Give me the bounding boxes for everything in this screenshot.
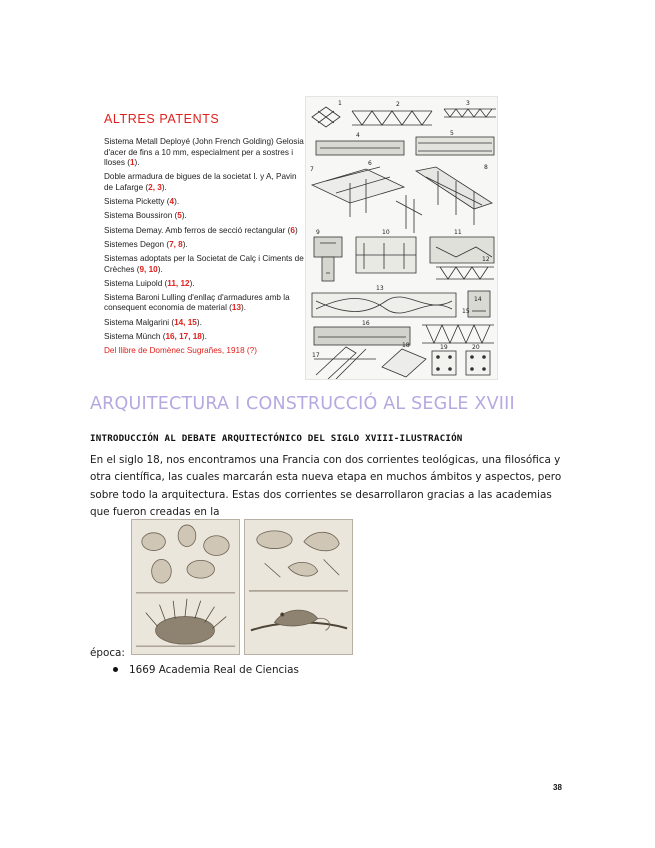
patent-item-text: Sistema Münch ( xyxy=(104,331,166,341)
patent-figure-numbers: 7, 8 xyxy=(169,239,183,249)
patent-figure-numbers: 9, 10 xyxy=(139,264,158,274)
patent-figure-numbers: 5 xyxy=(177,211,182,221)
reinforcement-systems-drawing xyxy=(305,96,498,380)
patent-item-text: Sistema Baroni Lulling d'enllaç d'armadures amb la consequent economia de material ( xyxy=(104,292,290,313)
patent-item-text: Sistema Luipold ( xyxy=(104,278,168,288)
drawing-label: 15 xyxy=(462,308,470,315)
bullet-text: 1669 Academia Real de Ciencias xyxy=(129,664,299,676)
patent-item-close: ). xyxy=(174,197,180,207)
patent-figure-numbers: 2, 3 xyxy=(148,182,162,192)
patent-item-close: ). xyxy=(241,303,247,313)
drawing-label: 4 xyxy=(356,132,360,139)
patent-item-close: ). xyxy=(161,182,167,192)
patent-item-close: ). xyxy=(181,211,187,221)
drawing-label: 9 xyxy=(316,229,320,236)
drawing-label: 1 xyxy=(338,100,342,107)
patent-item xyxy=(104,254,304,275)
patents-source: Del llibre de Domènec Sugrañes, 1918 (?) xyxy=(104,346,257,356)
patent-figure-numbers: 11, 12 xyxy=(167,278,190,288)
patent-item-close: ) xyxy=(294,225,298,235)
patent-item xyxy=(104,226,304,237)
plate-chameleon xyxy=(244,519,353,655)
section-subtitle: INTRODUCCIÓN AL DEBATE ARQUITECTÓNICO DEL SIGLO XVIII-ILUSTRACIÓN xyxy=(90,433,463,444)
drawing-label: 11 xyxy=(454,229,462,236)
patent-item-text: Sistemas adoptats per la Societat de Calç i Ciments de Crèches ( xyxy=(104,253,304,274)
patents-title: ALTRES PATENTS xyxy=(104,112,220,126)
patent-item-close: ). xyxy=(182,239,188,249)
drawing-label: 10 xyxy=(382,229,390,236)
patent-item-text: Sistema Boussiron ( xyxy=(104,211,178,221)
drawing-label: 14 xyxy=(474,296,482,303)
patent-item-close: ). xyxy=(134,158,140,168)
section-title: ARQUITECTURA I CONSTRUCCIÓ AL SEGLE XVIII xyxy=(90,394,515,414)
drawing-label: 20 xyxy=(472,344,480,351)
patent-item xyxy=(104,318,304,329)
patent-item xyxy=(104,197,304,208)
patent-item xyxy=(104,240,304,251)
bullet-list-item xyxy=(113,664,299,676)
patent-item-text: Doble armadura de bigues de la societat I. y A, Pavin de Lafarge ( xyxy=(104,172,297,192)
patent-figure-numbers: 4 xyxy=(169,197,175,207)
patents-panel xyxy=(104,112,304,355)
drawing-label: 18 xyxy=(402,342,410,349)
patent-item-close: ). xyxy=(201,331,207,341)
drawing-label: 13 xyxy=(376,285,384,292)
page-number: 38 xyxy=(553,783,562,792)
epoca-text: época: xyxy=(90,647,125,659)
plate-porcupine xyxy=(131,519,240,655)
bullet-icon xyxy=(113,667,118,672)
patent-item-close: ). xyxy=(157,264,163,274)
drawing-label: 12 xyxy=(482,256,490,263)
patent-item xyxy=(104,279,304,290)
patent-figure-numbers: 16, 17, 18 xyxy=(165,331,202,341)
patent-item xyxy=(104,293,304,314)
drawing-label: 7 xyxy=(310,166,314,173)
drawing-label: 17 xyxy=(312,352,320,359)
patent-figure-numbers: 13 xyxy=(231,303,241,313)
patent-item xyxy=(104,137,304,169)
drawing-label: 19 xyxy=(440,344,448,351)
drawing-label: 16 xyxy=(362,320,370,327)
drawing-label: 2 xyxy=(396,101,400,108)
drawing-label: 6 xyxy=(368,160,372,167)
patent-item xyxy=(104,211,304,222)
patents-list xyxy=(104,137,304,342)
patent-item xyxy=(104,172,304,193)
patent-item-close: ). xyxy=(189,278,195,288)
reinforcement-systems-svg xyxy=(306,97,498,380)
patent-item-close: ). xyxy=(196,317,202,327)
patent-figure-numbers: 1 xyxy=(129,158,135,168)
drawing-label: 8 xyxy=(484,164,488,171)
patent-item-text: Sistemes Degon ( xyxy=(104,239,170,249)
patent-item-text: Sistema Demay. Amb ferros de secció rectangular ( xyxy=(104,225,291,235)
patent-item-text: Sistema Picketty ( xyxy=(104,197,170,207)
patent-figure-numbers: 14, 15 xyxy=(174,317,197,327)
natural-history-plates xyxy=(131,519,353,655)
patent-figure-numbers: 6 xyxy=(290,225,295,235)
intro-paragraph: En el siglo 18, nos encontramos una Francia con dos corrientes teológicas, una filosófica y otra científica, las cuales marcarán esta nueva etapa en muchos ámbitos y aspectos, pero sobre todo la arquitectura. Estas dos corrientes se desarrollaron gracias a las academias que fueron creadas en la xyxy=(90,454,562,518)
drawing-label: 5 xyxy=(450,130,454,137)
drawing-label: 3 xyxy=(466,100,470,107)
patent-item-text: Sistema Metall Deployé (John French Golding) Gelosia d'acer de fins a 10 mm, especialment per a sostres i lloses ( xyxy=(104,137,304,168)
patent-item-text: Sistema Malgarini ( xyxy=(104,317,175,327)
patent-item xyxy=(104,332,304,343)
